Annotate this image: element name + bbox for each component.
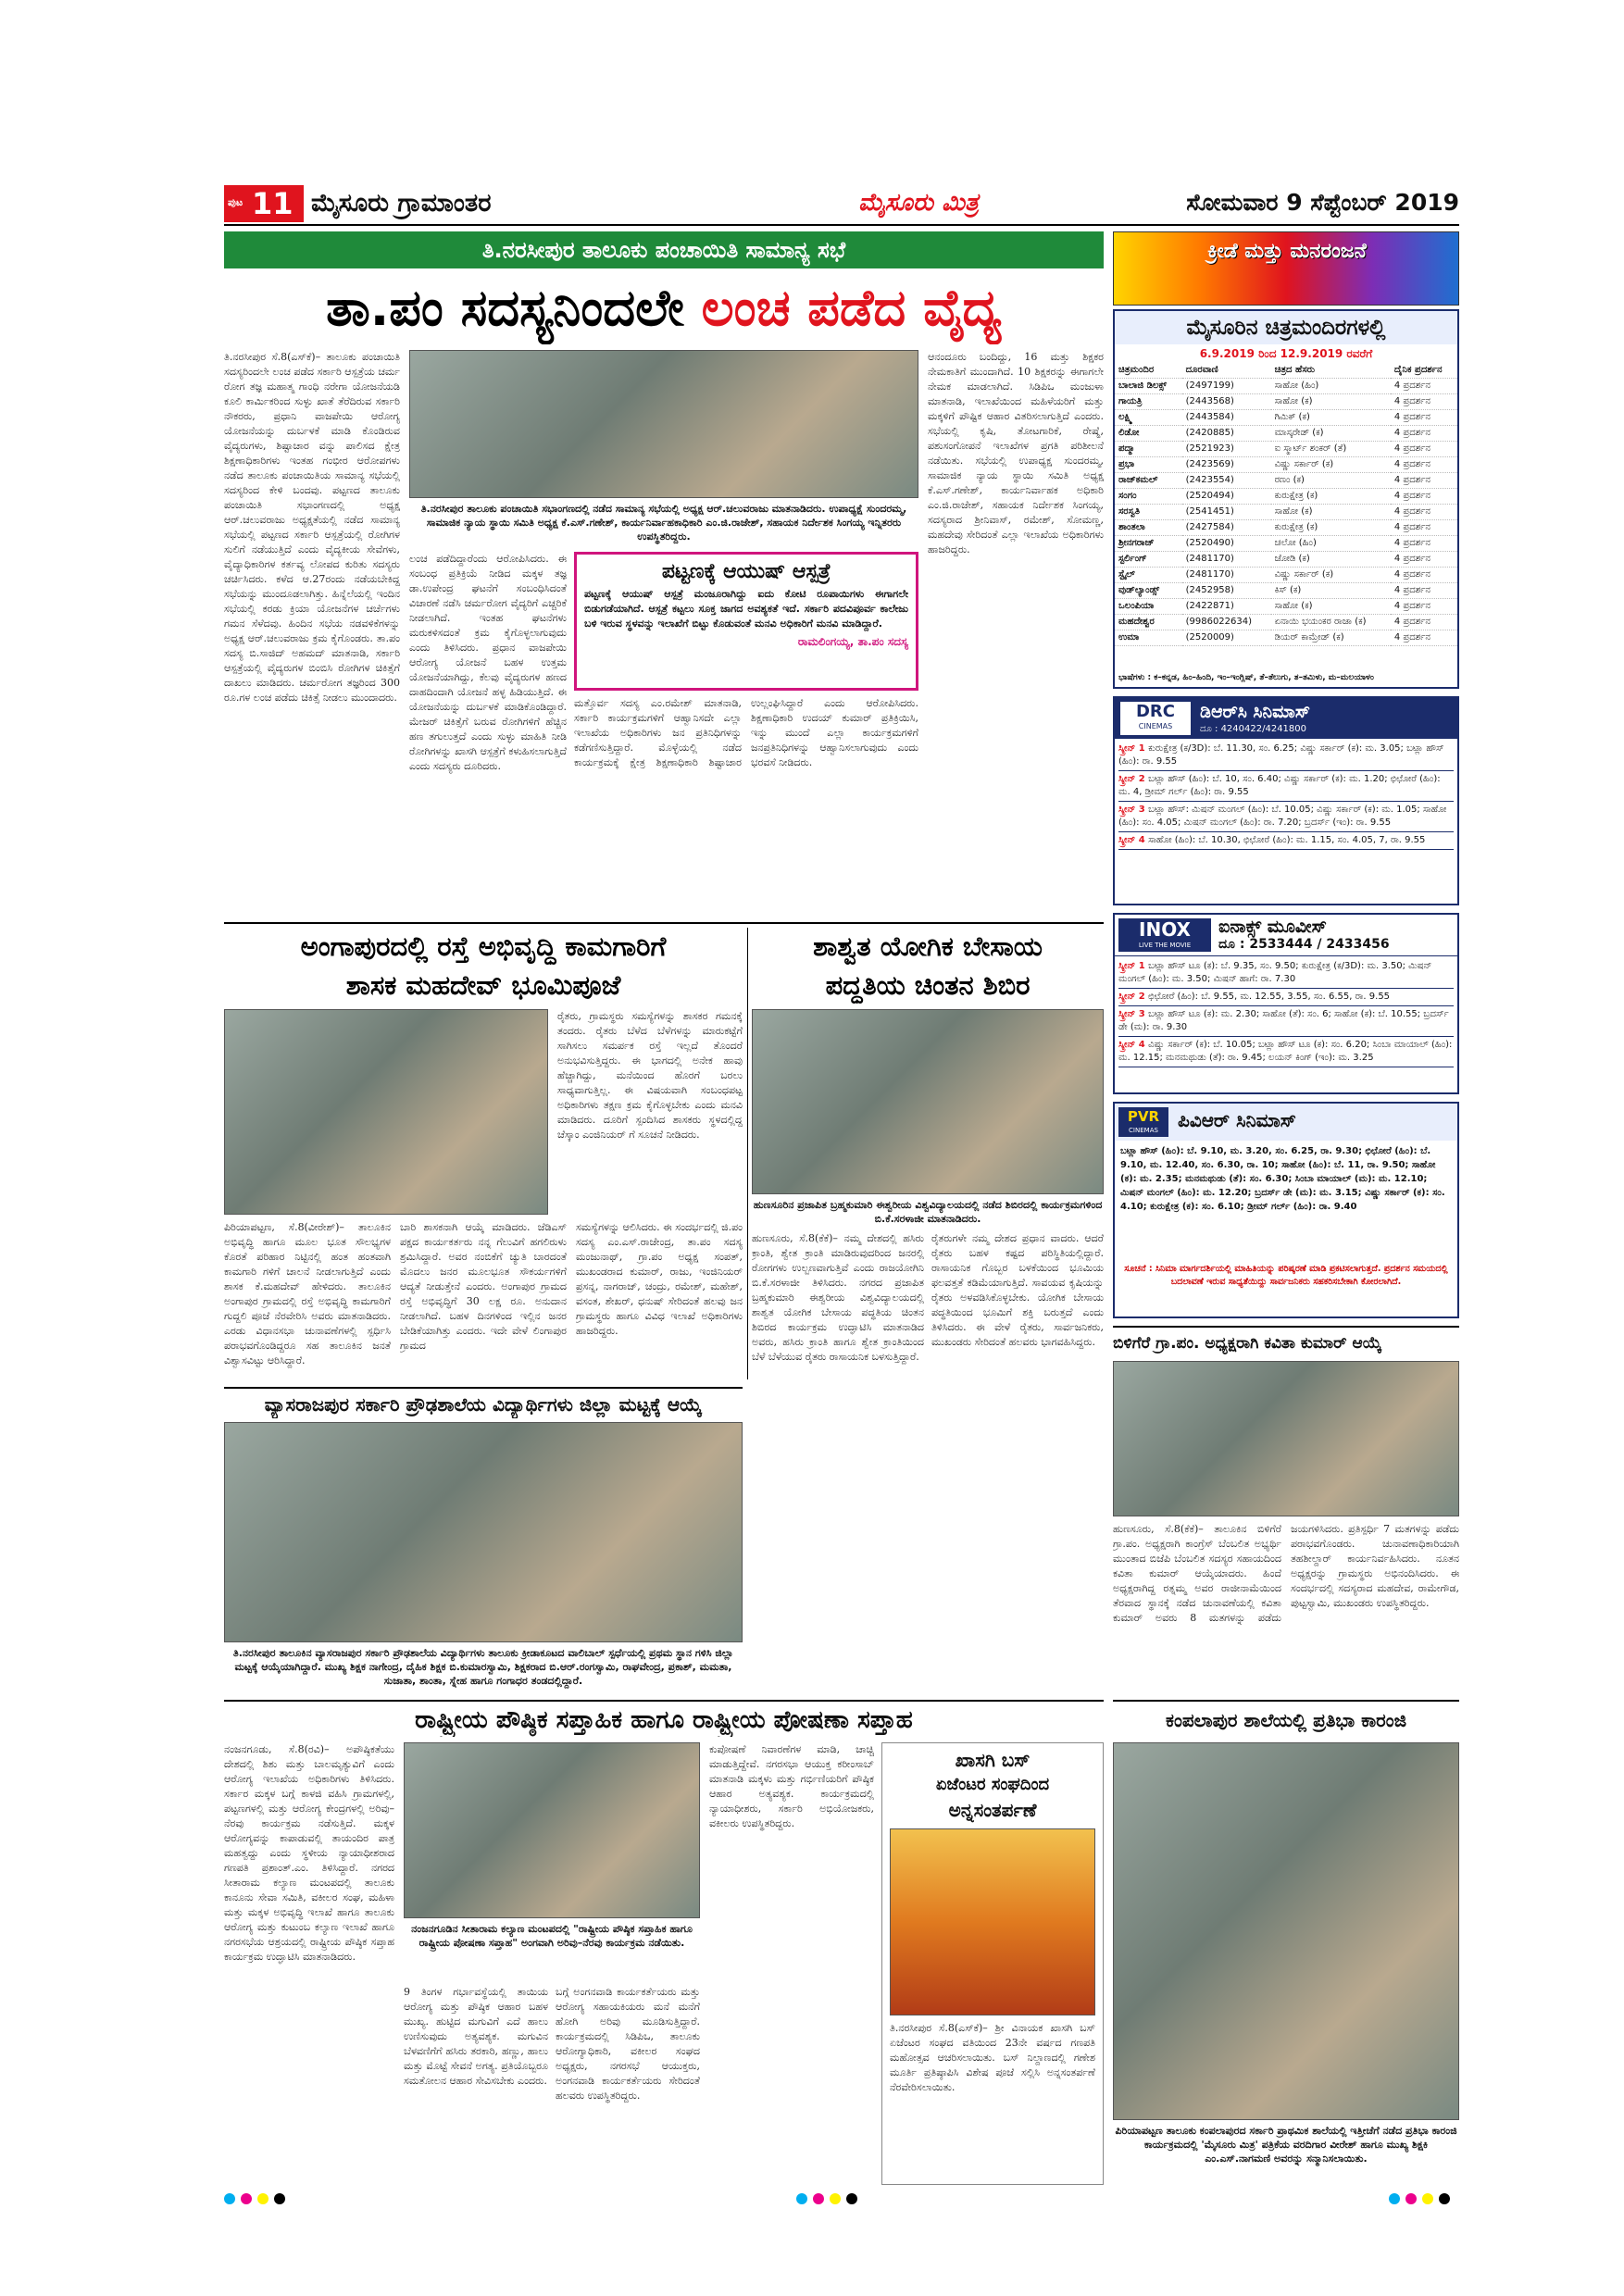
page-number-badge — [224, 185, 304, 222]
cinema-cell: ಸಾಹೋ (ಕ) — [1271, 505, 1391, 520]
screen-row — [1118, 1037, 1454, 1067]
registration-dot — [257, 2193, 269, 2204]
cinema-dates: 6.9.2019 ರಿಂದ 12.9.2019 ರವರೆಗೆ — [1199, 347, 1373, 360]
pvr-header — [1115, 1104, 1457, 1141]
cinema-cell: (2520494) — [1182, 489, 1271, 505]
yoga-photo — [752, 1009, 1104, 1194]
cinema-cell: 4 ಪ್ರದರ್ಶನ — [1391, 410, 1457, 426]
registration-dots-left — [224, 2190, 307, 2203]
inox-rows — [1115, 956, 1457, 1069]
inox-phone: ದೂ : 2533444 / 2433456 — [1218, 937, 1390, 952]
hs-photo-caption: ತಿ.ನರಸೀಪುರ ತಾಲೂಕಿನ ವ್ಯಾಸರಾಜಪುರ ಸರ್ಕಾರಿ ಪ್ರೌಢಶಾಲೆಯ ವಿದ್ಯಾರ್ಥಿಗಳು ತಾಲೂಕು ಕ್ರೀಡಾಕೂಟದ ವಾಲಿಬಾಲ್ ಸ್ಪರ್ಧೆಯಲ್ಲಿ ಪ್ರಥಮ ಸ್ಥಾನ ಗಳಿಸಿ ಜಿಲ್ಲಾ ಮಟ್ಟಕ್ಕೆ ಆಯ್ಕೆಯಾಗಿದ್ದಾರೆ. ಮುಖ್ಯ ಶಿಕ್ಷಕ ನಾಗೇಂದ್ರ, ದೈಹಿಕ ಶಿಕ್ಷಕ ಬಿ.ಕುಮಾರಸ್ವಾಮಿ, ಶಿಕ್ಷಕರಾದ ಬಿ.ಆರ್.ರಂಗಸ್ವಾಮಿ, ರಾಘವೇಂದ್ರ, ಪ್ರಕಾಶ್, ಮಮತಾ, ಸುಜಾತಾ, ಶಾಂತಾ, ಸ್ನೇಹ ಹಾಗೂ ಗಂಗಾಧರ ತಂಡದಲ್ಲಿದ್ದಾರೆ. — [232, 1647, 734, 1687]
kavitha-headline: ಬಿಳಿಗೆರೆ ಗ್ರಾ.ಪಂ. ಅಧ್ಯಕ್ಷರಾಗಿ ಕವಿತಾ ಕುಮಾರ್ ಆಯ್ಕೆ — [1113, 1326, 1459, 1357]
nutrition-body-col3: ಬಗ್ಗೆ ಅಂಗನವಾಡಿ ಕಾರ್ಯಕರ್ತೆಯರು ಮತ್ತು ಆರೋಗ್ಯ ಸಹಾಯಕಿಯರು ಮನೆ ಮನೆಗೆ ಹೋಗಿ ಅರಿವು ಮೂಡಿಸುತ್ತಿದ್ದಾರೆ. ಕಾರ್ಯಕ್ರಮದಲ್ಲಿ ಸಿಡಿಪಿಒ, ತಾಲೂಕು ಆರೋಗ್ಯಾಧಿಕಾರಿ, ವಕೀಲರ ಸಂಘದ ಅಧ್ಯಕ್ಷರು, ನಗರಸಭೆ ಆಯುಕ್ತರು, ಅಂಗನವಾಡಿ ಕಾರ್ಯಕರ್ತೆಯರು ಸೇರಿದಂತೆ ಹಲವರು ಉಪಸ್ಥಿತರಿದ್ದರು. — [556, 1986, 700, 2102]
cinema-table-header-cell: ದೈನಿಕ ಪ್ರದರ್ಶನ — [1391, 363, 1457, 379]
cinema-cell: 4 ಪ್ರದರ್ಶನ — [1391, 583, 1457, 599]
cinema-cell: ಶಾಂತಲಾ — [1115, 520, 1182, 536]
cinema-row — [1115, 615, 1457, 630]
cinema-cell: ವಿಷ್ಣು ಸರ್ಕಾರ್ (ಕ) — [1271, 457, 1391, 473]
road-photo — [224, 1009, 548, 1215]
screen-label: ಸ್ಕ್ರೀನ್ 2 — [1118, 774, 1149, 784]
registration-dots-right — [1389, 2190, 1472, 2203]
registration-dot — [813, 2193, 824, 2204]
cinema-row — [1115, 457, 1457, 473]
road-body-col1: ಪಿರಿಯಾಪಟ್ಟಣ, ಸೆ.8(ವೀರೇಶ್)– ತಾಲೂಕಿನ ಅಭಿವೃದ್ಧಿ ಹಾಗೂ ಮೂಲ ಭೂತ ಸೌಲಭ್ಯಗಳ ಕೊರತೆ ಪರಿಹಾರ ನಿಟ್ಟಿನಲ್ಲಿ ಹಂತ ಹಂತವಾಗಿ ಕಾಮಗಾರಿ ಗಳಿಗೆ ಚಾಲನೆ ನೀಡಲಾಗುತ್ತಿದೆ ಎಂದು ಶಾಸಕ ಕೆ.ಮಹದೇವ್ ಹೇಳಿದರು. ತಾಲೂಕಿನ ಅಂಗಾಪುರ ಗ್ರಾಮದಲ್ಲಿ ರಸ್ತೆ ಅಭಿವೃದ್ಧಿ ಕಾಮಗಾರಿಗೆ ಗುದ್ದಲಿ ಪೂಜೆ ನೆರವೇರಿಸಿ ಅವರು ಮಾತನಾಡಿದರು. ಎರಡು ವಿಧಾನಸಭಾ ಚುನಾವಣೆಗಳಲ್ಲಿ ಸ್ಪರ್ಧಿಸಿ ಪರಾಭವಗೊಂಡಿದ್ದರೂ ಸಹ ತಾಲೂಕಿನ ಜನತೆ ವಿಶ್ವಾಸವಿಟ್ಟು ಆರಿಸಿದ್ದಾರೆ. — [224, 1221, 391, 1366]
cinema-cell: (2497199) — [1182, 379, 1271, 394]
screen-showtimes: ಬಟ್ಲಾ ಹೌಸ್ ಟೂ (ಕ): ಮ. 2.30; ಸಾಹೋ (ತೆ): ಸಂ. 6; ಸಾಹೋ (ಕ): ಬೆ. 10.55; ಬ್ರದರ್ಸ್ ಡೇ (ಮ): ರಾ. 9.30 — [1118, 1009, 1449, 1032]
cinema-cell: ಒಲಂಪಿಯಾ — [1115, 599, 1182, 615]
cinema-cell: 4 ಪ್ರದರ್ಶನ — [1391, 442, 1457, 457]
cinema-cell: ಚಲೋ (ಹಿಂ) — [1271, 536, 1391, 552]
cinema-cell: 4 ಪ್ರದರ್ಶನ — [1391, 520, 1457, 536]
cinema-listings — [1113, 309, 1459, 689]
cinema-row — [1115, 442, 1457, 457]
cinema-cell: (2443568) — [1182, 394, 1271, 410]
cinema-cell: ಕುರುಕ್ಷೇತ್ರ (ಕ) — [1271, 520, 1391, 536]
cinema-cell: ಸಂಗಂ — [1115, 489, 1182, 505]
cinema-row — [1115, 410, 1457, 426]
screen-label: ಸ್ಕ್ರೀನ್ 1 — [1118, 961, 1149, 971]
hs-photo — [224, 1422, 743, 1642]
cinema-cell: (2520009) — [1182, 630, 1271, 646]
masthead — [224, 181, 1459, 226]
registration-dot — [241, 2193, 252, 2204]
pvr-title: ಪಿವಿಆರ್ ಸಿನಿಮಾಸ್ — [1178, 1109, 1296, 1131]
lead-photo-caption: ತಿ.ನರಸೀಪುರ ತಾಲೂಕು ಪಂಚಾಯಿತಿ ಸಭಾಂಗಣದಲ್ಲಿ ನಡೆದ ಸಾಮಾನ್ಯ ಸಭೆಯಲ್ಲಿ ಅಧ್ಯಕ್ಷ ಆರ್.ಚಲುವರಾಜು ಮಾತನಾಡಿದರು. ಉಪಾಧ್ಯಕ್ಷೆ ಸುಂದರಮ್ಮ, ಸಾಮಾಜಿಕ ನ್ಯಾಯ ಸ್ಥಾಯಿ ಸಮಿತಿ ಅಧ್ಯಕ್ಷ ಕೆ.ಎಸ್.ಗಣೇಶ್, ಕಾರ್ಯನಿರ್ವಾಹಕಾಧಿಕಾರಿ ಎಂ.ಜಿ.ರಾಜೇಶ್, ಸಹಾಯಕ ನಿರ್ದೇಶಕ ಸಿಂಗಯ್ಯ ಇನ್ನಿತರರು ಉಪಸ್ಥಿತರಿದ್ದರು. — [420, 503, 907, 543]
registration-dot — [1389, 2193, 1400, 2204]
cinema-cell: ಉಮಾ — [1115, 630, 1182, 646]
cinema-cell: (9986022634) — [1182, 615, 1271, 630]
cinema-row — [1115, 630, 1457, 646]
cinema-cell: ಡಿಯರ್ ಕಾಮ್ರೇಡ್ (ಕ) — [1271, 630, 1391, 646]
cinema-cell: ಗಾಯತ್ರಿ — [1115, 394, 1182, 410]
cinema-row — [1115, 599, 1457, 615]
yoga-body-col1: ಹುಣಸೂರು, ಸೆ.8(ಕೆಕೆ)– ನಮ್ಮ ದೇಶದಲ್ಲಿ ಹಸಿರು ಕ್ರಾಂತಿ, ಶ್ವೇತ ಕ್ರಾಂತಿ ಮಾಡಿರುವುದರಿಂದ ಜನರಲ್ಲಿ ರೋಗಗಳು ಉಲ್ಬಣವಾಗುತ್ತಿವೆ ಎಂದು ರಾಜಯೋಗಿನಿ ಬಿ.ಕೆ.ಸರಳಾಜೀ ತಿಳಿಸಿದರು. ನಗರದ ಪ್ರಜಾಪಿತ ಬ್ರಹ್ಮಕುಮಾರಿ ಈಶ್ವರೀಯ ವಿಶ್ವವಿದ್ಯಾಲಯದಲ್ಲಿ ಶಾಶ್ವತ ಯೋಗಿಕ ಬೇಸಾಯ ಪದ್ಧತಿಯ ಚಿಂತನ ಶಿಬಿರದ ಕಾರ್ಯಕ್ರಮ ಉದ್ಘಾಟಿಸಿ ಮಾತನಾಡಿದ ಅವರು, ಹಸಿರು ಕ್ರಾಂತಿ ಹಾಗೂ ಶ್ವೇತ ಕ್ರಾಂತಿಯಿಂದ ಬೆಳೆ ಬೆಳೆಯುವ ರೈತರು ರಾಸಾಯನಿಕ ಬಳಸುತ್ತಿದ್ದಾರೆ. — [752, 1232, 924, 1363]
screen-row — [1118, 741, 1454, 771]
lead-photo — [409, 350, 918, 498]
registration-dot — [830, 2193, 841, 2204]
lead-body-col1: ತಿ.ನರಸೀಪುರ ಸೆ.8(ಎಸ್‌ಕೆ)– ತಾಲೂಕು ಪಂಚಾಯಿತಿ ಸದಸ್ಯರಿಂದಲೇ ಲಂಚ ಪಡೆದ ಸರ್ಕಾರಿ ಆಸ್ಪತ್ರೆಯ ಚರ್ಮ ರೋಗ ತಜ್ಞ ಮಹಾತ್ಮ ಗಾಂಧಿ ನರೇಗಾ ಯೋಜನೆಯಡಿ ಕೂಲಿ ಕಾರ್ಮಿಕರಿಂದ ಸುಳ್ಳು ಖಾತೆ ತೆರೆದಿರುವ ಸರ್ಕಾರಿ ನೌಕರರು, ಪ್ರಧಾನಿ ವಾಜಪೇಯಿ ಆರೋಗ್ಯ ಯೋಜನೆಯನ್ನು ದುರ್ಬಳಕೆ ಮಾಡಿ ಕೊಂಡಿರುವ ವೈದ್ಯರುಗಳು, ಶಿಷ್ಟಾಚಾರ ವನ್ನು ಪಾಲಿಸದ ಕ್ಷೇತ್ರ ಶಿಕ್ಷಣಾಧಿಕಾರಿಗಳು ಇಂತಹ ಗಂಭೀರ ಆರೋಪಗಳು ನಡೆದ ತಾಲೂಕು ಪಂಚಾಯಿತಿಯ ಸಾಮಾನ್ಯ ಸಭೆಯಲ್ಲಿ ಸದಸ್ಯರಿಂದ ಕೇಳಿ ಬಂದವು. ಪಟ್ಟಣದ ತಾಲೂಕು ಪಂಚಾಯಿತಿ ಸಭಾಂಗಣದಲ್ಲಿ ಅಧ್ಯಕ್ಷ ಆರ್.ಚಲುವರಾಜು ಅಧ್ಯಕ್ಷತೆಯಲ್ಲಿ ನಡೆದ ಸಾಮಾನ್ಯ ಸಭೆಯಲ್ಲಿ ಪಟ್ಟಣದ ಸರ್ಕಾರಿ ಆಸ್ಪತ್ರೆಯಲ್ಲಿ ರೋಗಿಗಳ ಸುಲಿಗೆ ನಡೆಯುತ್ತಿದೆ ಎಂದು ವೈದ್ಯಕೀಯ ಸೇವೆಗಳು, ವೈದ್ಯಾಧಿಕಾರಿಗಳ ಕರ್ತವ್ಯ ಲೋಪದ ಕುರಿತು ಸದಸ್ಯರು ಚರ್ಚಿಸಿದರು. ಕಳೆದ ಆ.27ರಂದು ನಡೆಯಬೇಕಿದ್ದ ಸಭೆಯನ್ನು ಮುಂದೂಡಲಾಗಿತ್ತು. ಹಿನ್ನೆಲೆಯಲ್ಲಿ ಇಂದಿನ ಸಭೆಯಲ್ಲಿ ಕರಡು ಕ್ರಿಯಾ ಯೋಜನೆಗಳ ಚರ್ಚೆಗಳು ಗಮನ ಸೆಳೆದವು. ಹಿಂದಿನ ಸಭೆಯ ನಡವಳಿಕೆಗಳನ್ನು ಅಧ್ಯಕ್ಷ ಆರ್.ಚಲುವರಾಜು ಕ್ರಮ ಕೈಗೊಂಡರು. ತಾ.ಪಂ ಸದಸ್ಯ ಬಿ.ಸಾಜಿದ್ ಅಹಮದ್ ಮಾತನಾಡಿ, ಸರ್ಕಾರಿ ಆಸ್ಪತ್ರೆಯಲ್ಲಿ ವೈದ್ಯರುಗಳ ಬಿಂಬಿಸಿ ರೋಗಿಗಳ ಚಿಕಿತ್ಸೆಗೆ ದಾಖಲು ಮಾಡಿದರು. ಚರ್ಮರೋಗ ತಜ್ಞರಿಂದ 300 ರೂ.ಗಳ ಲಂಚ ಪಡೆದು ಚಿಕಿತ್ಸೆ ನೀಡಲು ಮುಂದಾದರು. — [224, 351, 400, 704]
screen-showtimes: ಬಟ್ಲಾ ಹೌಸ್: ಮಿಷನ್ ಮಂಗಲ್ (ಹಿಂ): ಬೆ. 10.05; ವಿಷ್ಣು ಸರ್ಕಾರ್ (ಕ): ಮ. 1.05; ಸಾಹೋ (ಹಿಂ): ಸಂ. 4.05; ಮಿಷನ್ ಮಂಗಲ್ (ಹಿಂ): ರಾ. 7.20; ಬ್ರದರ್ಸ್ (ಇಂ): ರಾ. 9.55 — [1118, 805, 1447, 828]
pvr-showtimes: ಬಟ್ಲಾ ಹೌಸ್ (ಹಿಂ): ಬೆ. 9.10, ಮ. 3.20, ಸಂ. 6.25, ರಾ. 9.30; ಛಿಛೋರೆ (ಹಿಂ): ಬೆ. 9.10, ಮ. 12.40, ಸಂ. 6.30, ರಾ. 10; ಸಾಹೋ (ಹಿಂ): ಬೆ. 11, ರಾ. 9.50; ಸಾಹೋ (ಕ): ಮ. 2.35; ಮನಮಥುಡು (ತೆ): ಸಂ. 6.30; ಸಿಂಬಾ ಮಾಯಾಲ್ (ಮ): ಮ. 12.10; ಮಿಷನ್ ಮಂಗಲ್ (ಹಿಂ): ಮ. 12.20; ಬ್ರದರ್ಸ್ ಡೇ (ಮ): ಮ. 3.15; ವಿಷ್ಣು ಸರ್ಕಾರ್ (ಕ): ಸಂ. 4.10; ಕುರುಕ್ಷೇತ್ರ (ಕ): ಸಂ. 6.10; ಡ್ರೀಮ್ ಗರ್ಲ್ (ಹಿಂ): ರಾ. 9.40 — [1120, 1146, 1445, 1212]
cinema-cell: ರಣಂ (ಕ) — [1271, 473, 1391, 489]
screen-label: ಸ್ಕ್ರೀನ್ 4 — [1118, 835, 1149, 845]
screen-showtimes: ಸಾಹೋ (ಹಿಂ): ಬೆ. 10.30, ಛಿಛೋರೆ (ಹಿಂ): ಮ. 1.15, ಸಂ. 4.05, 7, ರಾ. 9.55 — [1148, 835, 1426, 845]
screen-label: ಸ್ಕ್ರೀನ್ 1 — [1118, 743, 1149, 754]
cinema-cell: ಗಿಮಿಕ್ (ಕ) — [1271, 410, 1391, 426]
kavitha-photo — [1113, 1361, 1459, 1516]
inox-header — [1115, 915, 1457, 956]
drc-title: ಡಿಆರ್‌ಸಿ ಸಿನಿಮಾಸ್ — [1200, 702, 1311, 722]
cinema-cell: ಸಾಹೋ (ಹಿಂ) — [1271, 379, 1391, 394]
cinema-cell: 4 ಪ್ರದರ್ಶನ — [1391, 615, 1457, 630]
nutrition-body-col1: ನಂಜನಗೂಡು, ಸೆ.8(ರವಿ)– ಅಪೌಷ್ಠಿಕತೆಯು ದೇಶದಲ್ಲಿ ಶಿಶು ಮತ್ತು ಬಾಲಮೃತ್ಯುವಿಗೆ ಎಂದು ಆರೋಗ್ಯ ಇಲಾಖೆಯ ಅಧಿಕಾರಿಗಳು ತಿಳಿಸಿದರು. ಸರ್ಕಾರ ಮಕ್ಕಳ ಬಗ್ಗೆ ಕಾಳಜಿ ವಹಿಸಿ ಗ್ರಾಮಗಳಲ್ಲಿ, ಪಟ್ಟಣಗಳಲ್ಲಿ ಮತ್ತು ಆರೋಗ್ಯ ಕೇಂದ್ರಗಳಲ್ಲಿ ಅರಿವು–ನೆರವು ಕಾರ್ಯಕ್ರಮ ನಡೆಸುತ್ತಿದೆ. ಮಕ್ಕಳ ಆರೋಗ್ಯವನ್ನು ಕಾಪಾಡುವಲ್ಲಿ ತಾಯಂದಿರ ಪಾತ್ರ ಮಹತ್ವದ್ದು ಎಂದು ಸ್ಥಳೀಯ ನ್ಯಾಯಾಧೀಶರಾದ ಗಣಪತಿ ಪ್ರಶಾಂತ್.ಎಂ. ತಿಳಿಸಿದ್ದಾರೆ. ನಗರದ ಸೀತಾರಾಮ ಕಲ್ಯಾಣ ಮಂಟಪದಲ್ಲಿ ತಾಲೂಕು ಕಾನೂನು ಸೇವಾ ಸಮಿತಿ, ವಕೀಲರ ಸಂಘ, ಮಹಿಳಾ ಮತ್ತು ಮಕ್ಕಳ ಅಭಿವೃದ್ಧಿ ಇಲಾಖೆ ಹಾಗೂ ತಾಲೂಕು ಆರೋಗ್ಯ ಮತ್ತು ಕುಟುಂಬ ಕಲ್ಯಾಣ ಇಲಾಖೆ ಹಾಗೂ ನಗರಸಭೆಯ ಆಶ್ರಯದಲ್ಲಿ ರಾಷ್ಟ್ರೀಯ ಪೌಷ್ಠಿಕ ಸಪ್ತಾಹ ಕಾರ್ಯಕ್ರಮ ಉದ್ಘಾಟಿಸಿ ಮಾತನಾಡಿದರು. — [224, 1743, 394, 1963]
cinema-cell: ವುಡ್‌ಲ್ಯಾಂಡ್ಸ್ — [1115, 583, 1182, 599]
road-headline-line2: ಶಾಸಕ ಮಹದೇವ್ ಭೂಮಿಪೂಜೆ — [345, 969, 621, 1001]
cinema-cell: (2427584) — [1182, 520, 1271, 536]
registration-dot — [1439, 2193, 1450, 2204]
ganesha-photo — [890, 1828, 1095, 2015]
cinema-cell: 4 ಪ್ರದರ್ಶನ — [1391, 426, 1457, 442]
cinema-row — [1115, 583, 1457, 599]
screen-showtimes: ಬಟ್ಲಾ ಹೌಸ್ (ಹಿಂ): ಬೆ. 10, ಸಂ. 6.40; ವಿಷ್ಣು ಸರ್ಕಾರ್ (ಕ): ಮ. 1.20; ಛಿಛೋರೆ (ಹಿಂ): ಮ. 4, ಡ್ರೀಮ್ ಗರ್ಲ್ (ಹಿಂ): ರಾ. 9.55 — [1118, 774, 1441, 797]
registration-dot — [846, 2193, 857, 2204]
cinema-cell: 4 ಪ್ರದರ್ಶನ — [1391, 505, 1457, 520]
cinema-cell: (2423554) — [1182, 473, 1271, 489]
drc-listing — [1113, 696, 1459, 905]
cinema-row — [1115, 552, 1457, 568]
cinema-cell: (2481170) — [1182, 568, 1271, 583]
sports-entertainment-banner — [1113, 231, 1459, 306]
yoga-photo-caption: ಹುಣಸೂರಿನ ಪ್ರಜಾಪಿತ ಬ್ರಹ್ಮಕುಮಾರಿ ಈಶ್ವರೀಯ ವಿಶ್ವವಿದ್ಯಾಲಯದಲ್ಲಿ ನಡೆದ ಶಿಬಿರದಲ್ಲಿ ಕಾರ್ಯಕ್ರಮಗಳಿಂದ ಬಿ.ಕೆ.ಸರಳಾಜೀ ಮಾತನಾಡಿದರು. — [753, 1199, 1103, 1225]
pvr-logo — [1118, 1107, 1168, 1137]
screen-label: ಸ್ಕ್ರೀನ್ 3 — [1118, 805, 1149, 815]
nutrition-photo-caption: ನಂಜನಗೂಡಿನ ಸೀತಾರಾಮ ಕಲ್ಯಾಣ ಮಂಟಪದಲ್ಲಿ "ರಾಷ್ಟ್ರೀಯ ಪೌಷ್ಠಿಕ ಸಪ್ತಾಹಿಕ ಹಾಗೂ ರಾಷ್ಟ್ರೀಯ ಪೋಷಣಾ ಸಪ್ತಾಹ" ಅಂಗವಾಗಿ ಅರಿವು–ನೆರವು ಕಾರ್ಯಕ್ರಮ ನಡೆಯಿತು. — [411, 1923, 693, 1949]
registration-dots-center — [796, 2190, 880, 2203]
nutrition-body-col4: ಕುಪೋಷಣೆ ನಿವಾರಣೆಗಳ ಮಾಡಿ, ಚಾಚ್ಚಿ ಮಾಡುತ್ತಿದ್ದೇವೆ. ನಗರಸಭಾ ಆಯುಕ್ತ ಕರೀಂಸಾಬ್ ಮಾತನಾಡಿ ಮಕ್ಕಳು ಮತ್ತು ಗರ್ಭಿಣಿಯರಿಗೆ ಪೌಷ್ಠಿಕ ಆಹಾರ ಅತ್ಯವಶ್ಯಕ. ಕಾರ್ಯಕ್ರಮದಲ್ಲಿ ನ್ಯಾಯಾಧೀಶರು, ಸರ್ಕಾರಿ ಅಭಿಯೋಜಕರು, ವಕೀಲರು ಉಪಸ್ಥಿತರಿದ್ದರು. — [709, 1743, 874, 1829]
issue-date: ಸೋಮವಾರ 9 ಸೆಪ್ಟೆಂಬರ್ 2019 — [1186, 189, 1459, 216]
page-label: ಪುಟ — [228, 196, 244, 208]
drc-logo-sub: CINEMAS — [1138, 722, 1173, 730]
screen-row — [1118, 802, 1454, 832]
cinema-cell: ರಾಜ್‌ಕಮಲ್ — [1115, 473, 1182, 489]
cinema-cell: ಸ್ಟೈಲ್ — [1115, 568, 1182, 583]
ayush-box-text: ಪಟ್ಟಣಕ್ಕೆ ಆಯುಷ್ ಆಸ್ಪತ್ರೆ ಮಂಜೂರಾಗಿದ್ದು ಐದು ಕೋಟಿ ರೂಪಾಯಿಗಳು ಈಗಾಗಲೇ ಬಿಡುಗಡೆಯಾಗಿದೆ. ಆಸ್ಪತ್ರೆ ಕಟ್ಟಲು ಸೂಕ್ತ ಜಾಗದ ಅವಶ್ಯಕತೆ ಇದೆ. ಸರ್ಕಾರಿ ಪದವಿಪೂರ್ವ ಕಾಲೇಜು ಬಳಿ ಇರುವ ಸ್ಥಳವನ್ನು ಇಲಾಖೆಗೆ ಬಿಟ್ಟು ಕೊಡುವಂತೆ ಮನವಿ ಅಧಿಕಾರಿಗೆ ಮನವಿ ಮಾಡಿದ್ದಾರೆ. — [584, 588, 908, 630]
pratibha-headline: ಕಂಪಲಾಪುರ ಶಾಲೆಯಲ್ಲಿ ಪ್ರತಿಭಾ ಕಾರಂಜಿ — [1113, 1700, 1459, 1737]
cinema-row — [1115, 426, 1457, 442]
ganesha-headline-2: ಏಜೆಂಟರ ಸಂಘದಿಂದ — [935, 1775, 1050, 1794]
inox-logo-sub: LIVE THE MOVIE — [1138, 942, 1192, 949]
cinema-cell: ಸ್ಟರ್ಲಿಂಗ್ — [1115, 552, 1182, 568]
banner-title: ಕ್ರೀಡೆ ಮತ್ತು ಮನರಂಜನೆ — [1207, 240, 1367, 263]
cinema-table-header-cell: ಚಿತ್ರಮಂದಿರ — [1115, 363, 1182, 379]
screen-showtimes: ಕುರುಕ್ಷೇತ್ರ (ಕ/3D): ಬೆ. 11.30, ಸಂ. 6.25; ವಿಷ್ಣು ಸರ್ಕಾರ್ (ಕ): ಮ. 3.05; ಬಟ್ಲಾ ಹೌಸ್ (ಹಿಂ): ರಾ. 9.55 — [1118, 743, 1444, 767]
nutrition-headline: ರಾಷ್ಟ್ರೀಯ ಪೌಷ್ಠಿಕ ಸಪ್ತಾಹಿಕ ಹಾಗೂ ರಾಷ್ಟ್ರೀಯ ಪೋಷಣಾ ಸಪ್ತಾಹ — [224, 1700, 1104, 1737]
cinema-language-note: ಭಾಷೆಗಳು : ಕ–ಕನ್ನಡ, ಹಿಂ–ಹಿಂದಿ, ಇಂ–ಇಂಗ್ಲಿಷ್, ತೆ–ತೆಲುಗು, ತ–ತಮಿಳು, ಮ–ಮಲಯಾಳಂ — [1118, 673, 1374, 682]
cinema-cell: 4 ಪ್ರದರ್ಶನ — [1391, 489, 1457, 505]
cinema-cell: (2423569) — [1182, 457, 1271, 473]
cinema-cell: (2520490) — [1182, 536, 1271, 552]
cinema-cell: 4 ಪ್ರದರ್ಶನ — [1391, 599, 1457, 615]
pratibha-photo-caption: ಪಿರಿಯಾಪಟ್ಟಣ ತಾಲೂಕು ಕಂಪಲಾಪುರದ ಸರ್ಕಾರಿ ಪ್ರಾಥಮಿಕ ಶಾಲೆಯಲ್ಲಿ ಇತ್ತೀಚೆಗೆ ನಡೆದ ಪ್ರತಿಭಾ ಕಾರಂಜಿ ಕಾರ್ಯಕ್ರಮದಲ್ಲಿ 'ಮೈಸೂರು ಮಿತ್ರ' ಪತ್ರಿಕೆಯ ವರದಿಗಾರ ವೀರೇಶ್ ಹಾಗೂ ಮುಖ್ಯ ಶಿಕ್ಷಕಿ ಎಂ.ಎಸ್.ನಾಗಮಣಿ ಅವರನ್ನು ಸನ್ಮಾನಿಸಲಾಯಿತು. — [1115, 2125, 1457, 2165]
cinema-cell: 4 ಪ್ರದರ್ಶನ — [1391, 630, 1457, 646]
inox-listing — [1113, 913, 1459, 1094]
cinema-row — [1115, 394, 1457, 410]
cinema-cell: (2541451) — [1182, 505, 1271, 520]
drc-phone: ದೂ : 4240422/4241800 — [1200, 724, 1307, 734]
registration-dot — [274, 2193, 285, 2204]
cinema-cell: ಲಿಡೋ — [1115, 426, 1182, 442]
lead-kicker: ತಿ.ನರಸೀಪುರ ತಾಲೂಕು ಪಂಚಾಯಿತಿ ಸಾಮಾನ್ಯ ಸಭೆ — [224, 231, 1104, 268]
lead-body-col2: ಲಂಚ ಪಡೆದಿದ್ದಾರೆಂದು ಆರೋಪಿಸಿದರು. ಈ ಸಂಬಂಧ ಪ್ರತಿಕ್ರಿಯೆ ನೀಡಿದ ಮಕ್ಕಳ ತಜ್ಞ ಡಾ.ಉಪೇಂದ್ರ ಘಟನೆಗೆ ಸಂಬಂಧಿಸಿದಂತೆ ವಿಚಾರಣೆ ನಡೆಸಿ ಚರ್ಮರೋಗ ವೈದ್ಯರಿಗೆ ಎಚ್ಚರಿಕೆ ನೀಡಲಾಗಿದೆ. ಇಂತಹ ಘಟನೆಗಳು ಮರುಕಳಿಸದಂತೆ ಕ್ರಮ ಕೈಗೊಳ್ಳಲಾಗುವುದು ಎಂದು ತಿಳಿಸಿದರು. ಪ್ರಧಾನ ವಾಜಪೇಯಿ ಆರೋಗ್ಯ ಯೋಜನೆ ಬಹಳ ಉತ್ತಮ ಯೋಜನೆಯಾಗಿದ್ದು, ಕೆಲವು ವೈದ್ಯರುಗಳ ಹಣದ ದಾಹದಿಂದಾಗಿ ಯೋಜನೆ ಹಳ್ಳ ಹಿಡಿಯುತ್ತಿದೆ. ಈ ಯೋಜನೆಯನ್ನು ದುರ್ಬಳಕೆ ಮಾಡಿಕೊಂಡಿದ್ದಾರೆ. ಮೇಜರ್ ಚಿಕಿತ್ಸೆಗೆ ಬರುವ ರೋಗಿಗಳಿಗೆ ಹೆಚ್ಚಿನ ಹಣ ತಗುಲುತ್ತದೆ ಎಂದು ಸುಳ್ಳು ಮಾಹಿತಿ ನೀಡಿ ರೋಗಿಗಳನ್ನು ಖಾಸಗಿ ಆಸ್ಪತ್ರೆಗೆ ಕಳುಹಿಸಲಾಗುತ್ತಿದೆ ಎಂದು ಸದಸ್ಯರು ದೂರಿದರು. — [409, 553, 567, 772]
screen-row — [1118, 989, 1454, 1006]
road-body-col3: ಸಮಸ್ಯೆಗಳನ್ನು ಆಲಿಸಿದರು. ಈ ಸಂದರ್ಭದಲ್ಲಿ ಜಿ.ಪಂ ಸದಸ್ಯ ಎಂ.ಎಸ್.ರಾಜೇಂದ್ರ, ತಾ.ಪಂ ಸದಸ್ಯ ಮಂಜುನಾಥ್, ಗ್ರಾ.ಪಂ ಅಧ್ಯಕ್ಷ ಸಂಪತ್, ಮುಖಂಡರಾದ ಕುಮಾರ್, ರಾಜು, ಇಂಜಿನಿಯರ್ ಪ್ರಸನ್ನ, ನಾಗರಾಜ್, ಚಂದ್ರು, ರಮೇಶ್, ಮಹೇಶ್, ವಸಂತ, ಶೇಖರ್, ಧನುಷ್ ಸೇರಿದಂತೆ ಹಲವು ಜನ ಗ್ರಾಮಸ್ಥರು ಹಾಗೂ ವಿವಿಧ ಇಲಾಖೆ ಅಧಿಕಾರಿಗಳು ಹಾಜರಿದ್ದರು. — [576, 1221, 743, 1337]
cinema-row — [1115, 379, 1457, 394]
cinema-table — [1115, 363, 1457, 646]
cinema-cell: ಸಾಹೋ (ಕ) — [1271, 599, 1391, 615]
kavitha-body: ಹುಣಸೂರು, ಸೆ.8(ಕೆಕೆ)– ತಾಲೂಕಿನ ಬಿಳಿಗೆರೆ ಗ್ರಾ.ಪಂ. ಅಧ್ಯಕ್ಷರಾಗಿ ಕಾಂಗ್ರೆಸ್ ಬೆಂಬಲಿತ ಅಭ್ಯರ್ಥಿ ಮುಂತಾದ ಬಿಜೆಪಿ ಬೆಂಬಲಿತ ಸದಸ್ಯರ ಸಹಾಯದಿಂದ ಕವಿತಾ ಕುಮಾರ್ ಆಯ್ಕೆಯಾದರು. ಹಿಂದೆ ಅಧ್ಯಕ್ಷರಾಗಿದ್ದ ರತ್ನಮ್ಮ ಅವರ ರಾಜೀನಾಮೆಯಿಂದ ತೆರವಾದ ಸ್ಥಾನಕ್ಕೆ ನಡೆದ ಚುನಾವಣೆಯಲ್ಲಿ ಕವಿತಾ ಕುಮಾರ್ ಅವರು 8 ಮತಗಳನ್ನು ಪಡೆದು ಜಯಗಳಿಸಿದರು. ಪ್ರತಿಸ್ಪರ್ಧಿ 7 ಮತಗಳನ್ನು ಪಡೆದು ಪರಾಭವಗೊಂಡರು. ಚುನಾವಣಾಧಿಕಾರಿಯಾಗಿ ತಹಶೀಲ್ದಾರ್ ಕಾರ್ಯನಿರ್ವಹಿಸಿದರು. ನೂತನ ಅಧ್ಯಕ್ಷರನ್ನು ಗ್ರಾಮಸ್ಥರು ಅಭಿನಂದಿಸಿದರು. ಈ ಸಂದರ್ಭದಲ್ಲಿ ಸದಸ್ಯರಾದ ಮಹದೇವ, ರಾಮೇಗೌಡ, ಪುಟ್ಟಸ್ವಾಮಿ, ಮುಖಂಡರು ಉಪಸ್ಥಿತರಿದ್ದರು. — [1113, 1523, 1459, 1624]
nutrition-body-col2: 9 ತಿಂಗಳ ಗರ್ಭಾವಸ್ಥೆಯಲ್ಲಿ ತಾಯಿಯ ಆರೋಗ್ಯ ಮತ್ತು ಪೌಷ್ಠಿಕ ಆಹಾರ ಬಹಳ ಮುಖ್ಯ. ಹುಟ್ಟಿದ ಮಗುವಿಗೆ ಎದೆ ಹಾಲು ಉಣಿಸುವುದು ಅತ್ಯವಶ್ಯಕ. ಮಗುವಿನ ಬೆಳವಣಿಗೆಗೆ ಹಸಿರು ತರಕಾರಿ, ಹಣ್ಣು, ಹಾಲು ಮತ್ತು ಮೊಟ್ಟೆ ಸೇವನೆ ಅಗತ್ಯ. ಪ್ರತಿಯೊಬ್ಬರೂ ಸಮತೋಲನ ಆಹಾರ ಸೇವಿಸಬೇಕು ಎಂದರು. — [404, 1986, 548, 2087]
nutrition-photo — [404, 1742, 700, 1918]
ayush-box — [574, 552, 918, 691]
cinema-row — [1115, 489, 1457, 505]
screen-showtimes: ಛಿಛೋರೆ (ಹಿಂ): ಬೆ. 9.55, ಮ. 12.55, 3.55, ಸಂ. 6.55, ರಾ. 9.55 — [1148, 992, 1391, 1002]
ganesha-headline-1: ಖಾಸಗಿ ಬಸ್ — [955, 1749, 1031, 1771]
cinema-cell: 4 ಪ್ರದರ್ಶನ — [1391, 568, 1457, 583]
screen-label: ಸ್ಕ್ರೀನ್ 3 — [1118, 1009, 1149, 1019]
registration-dot — [1405, 2193, 1417, 2204]
cinema-cell: (2481170) — [1182, 552, 1271, 568]
cinema-table-header-cell: ಚಿತ್ರದ ಹೆಸರು — [1271, 363, 1391, 379]
cinema-cell: ಏನಾಯಿ ಭಯಂಕರ ರಾಜಾ (ಕ) — [1271, 615, 1391, 630]
inox-title: ಐನಾಕ್ಸ್ ಮೂವೀಸ್ — [1218, 917, 1327, 937]
pvr-logo-text: PVR — [1127, 1108, 1160, 1125]
page-number: 11 — [252, 186, 294, 221]
cinema-cell: 4 ಪ್ರದರ್ಶನ — [1391, 473, 1457, 489]
screen-row — [1118, 958, 1454, 989]
road-body-col2: ಬಾರಿ ಶಾಸಕನಾಗಿ ಆಯ್ಕೆ ಮಾಡಿದರು. ಜೆಡಿಎಸ್ ಪಕ್ಷದ ಕಾರ್ಯಕರ್ತರು ನನ್ನ ಗೆಲುವಿಗೆ ಹಗಲಿರುಳು ಶ್ರಮಿಸಿದ್ದಾರೆ. ಅವರ ನಂಬಿಕೆಗೆ ಚ್ಯುತಿ ಬಾರದಂತೆ ಮೊದಲು ಜನರ ಮೂಲಭೂತ ಸೌಕರ್ಯಗಳಿಗೆ ಆದ್ಯತೆ ನೀಡುತ್ತೇನೆ ಎಂದರು. ಅಂಗಾಪುರ ಗ್ರಾಮದ ರಸ್ತೆ ಅಭಿವೃದ್ಧಿಗೆ 30 ಲಕ್ಷ ರೂ. ಅನುದಾನ ನೀಡಲಾಗಿದೆ. ಬಹಳ ದಿನಗಳಿಂದ ಇಲ್ಲಿನ ಜನರ ಬೇಡಿಕೆಯಾಗಿತ್ತು ಎಂದರು. ಇದೇ ವೇಳೆ ಲಿಂಗಾಪುರ ಗ್ರಾಮದ — [400, 1221, 567, 1352]
pvr-note: ಸೂಚನೆ : ಸಿನಿಮಾ ಮಾರ್ಗದರ್ಶಿಯಲ್ಲಿ ಮಾಹಿತಿಯನ್ನು ಪರಿಷ್ಕರಣೆ ಮಾಡಿ ಪ್ರಕಟಿಸಲಾಗುತ್ತದೆ. ಪ್ರದರ್ಶನ ಸಮಯದಲ್ಲಿ ಬದಲಾವಣೆ ಇರುವ ಸಾಧ್ಯತೆಯಿದ್ದು ಸಾರ್ವಜನಿಕರು ಸಹಕರಿಸಬೇಕಾಗಿ ಕೋರಲಾಗಿದೆ. — [1124, 1264, 1448, 1287]
yoga-headline-line1: ಶಾಶ್ವತ ಯೋಗಿಕ ಬೇಸಾಯ — [813, 930, 1043, 962]
lead-headline — [224, 272, 1104, 344]
cinema-cell: ವಿಷ್ಣು ಸರ್ಕಾರ್ (ಕ) — [1271, 568, 1391, 583]
cinema-cell: ಶ್ರೀನಗರಾಜ್ — [1115, 536, 1182, 552]
registration-dot — [796, 2193, 807, 2204]
cinema-cell: ಪದ್ಮಾ — [1115, 442, 1182, 457]
drc-logo — [1120, 702, 1191, 735]
drc-header — [1115, 698, 1457, 739]
ganesha-headline-3: ಅನ್ನಸಂತರ್ಪಣೆ — [948, 1799, 1037, 1821]
screen-row — [1118, 832, 1454, 850]
cinema-cell: ಲಕ್ಷ್ಮಿ — [1115, 410, 1182, 426]
screen-row — [1118, 1006, 1454, 1037]
cinema-row — [1115, 520, 1457, 536]
cinema-cell: ಐ ಸ್ಮಾರ್ಟ್ ಶಂಕರ್ (ತೆ) — [1271, 442, 1391, 457]
screen-row — [1118, 771, 1454, 802]
yoga-headline-line2: ಪದ್ಧತಿಯ ಚಿಂತನ ಶಿಬಿರ — [825, 969, 1031, 1001]
cinema-cell: ಜೋಡಿ (ಕ) — [1271, 552, 1391, 568]
cinema-table-header — [1115, 363, 1457, 379]
yoga-body-col2: ರೈತರುಗಳೇ ನಮ್ಮ ದೇಶದ ಪ್ರಧಾನ ವಾದರು. ಆದರೆ ರೈತರು ಬಹಳ ಕಷ್ಟದ ಪರಿಸ್ಥಿತಿಯಲ್ಲಿದ್ದಾರೆ. ರಾಸಾಯನಿಕ ಗೊಬ್ಬರ ಬಳಕೆಯಿಂದ ಭೂಮಿಯ ಫಲವತ್ತತೆ ಕಡಿಮೆಯಾಗುತ್ತಿದೆ. ಸಾವಯವ ಕೃಷಿಯನ್ನು ರೈತರು ಅಳವಡಿಸಿಕೊಳ್ಳಬೇಕು. ಯೋಗಿಕ ಬೇಸಾಯ ಪದ್ಧತಿಯಿಂದ ಭೂಮಿಗೆ ಶಕ್ತಿ ಬರುತ್ತದೆ ಎಂದು ತಿಳಿಸಿದರು. ಈ ವೇಳೆ ರೈತರು, ಸಾರ್ವಜನಿಕರು, ಮುಖಂಡರು ಸೇರಿದಂತೆ ಹಲವರು ಭಾಗವಹಿಸಿದ್ದರು. — [931, 1232, 1104, 1348]
lead-bottom-rule — [224, 922, 1104, 924]
lead-headline-red: ಲಂಚ ಪಡೆದ ವೈದ್ಯ — [701, 279, 1002, 337]
cinema-cell: (2420885) — [1182, 426, 1271, 442]
cinema-cell: 4 ಪ್ರದರ್ಶನ — [1391, 379, 1457, 394]
ayush-box-byline: ರಾಮಲಿಂಗಯ್ಯ, ತಾ.ಪಂ ಸದಸ್ಯ — [797, 635, 908, 648]
drc-rows — [1115, 739, 1457, 852]
paper-name: ಮೈಸೂರು ಮಿತ್ರ — [858, 189, 979, 217]
registration-dot — [224, 2193, 235, 2204]
pvr-logo-sub: CINEMAS — [1129, 1127, 1158, 1134]
cinema-cell: (2452958) — [1182, 583, 1271, 599]
cinema-row — [1115, 505, 1457, 520]
hs-headline: ವ್ಯಾಸರಾಜಪುರ ಸರ್ಕಾರಿ ಪ್ರೌಢಶಾಲೆಯ ವಿದ್ಯಾರ್ಥಿಗಳು ಜಿಲ್ಲಾ ಮಟ್ಟಕ್ಕೆ ಆಯ್ಕೆ — [224, 1387, 743, 1418]
cinema-title: ಮೈಸೂರಿನ ಚಿತ್ರಮಂದಿರಗಳಲ್ಲಿ — [1115, 311, 1457, 344]
ganesha-box — [881, 1742, 1104, 2185]
cinema-cell: 4 ಪ್ರದರ್ಶನ — [1391, 457, 1457, 473]
pvr-listing — [1113, 1102, 1459, 1318]
lead-body-col3: ಮತ್ತೊರ್ವ ಸದಸ್ಯ ಎಂ.ರಮೇಶ್ ಮಾತನಾಡಿ, ಸರ್ಕಾರಿ ಕಾರ್ಯಕ್ರಮಗಳಿಗೆ ಆಹ್ವಾನಿಸದೇ ಎಲ್ಲಾ ಇಲಾಖೆಯ ಅಧಿಕಾರಿಗಳು ಜನ ಪ್ರತಿನಿಧಿಗಳನ್ನು ಕಡೆಗಣಿಸುತ್ತಿದ್ದಾರೆ. ಮೊಳ್ಳೆಯಲ್ಲಿ ನಡೆದ ಕಾರ್ಯಕ್ರಮಕ್ಕೆ ಕ್ಷೇತ್ರ ಶಿಕ್ಷಣಾಧಿಕಾರಿ ಶಿಷ್ಟಾಚಾರ ಉಲ್ಲಂಘಿಸಿದ್ದಾರೆ ಎಂದು ಆರೋಪಿಸಿದರು. ಶಿಕ್ಷಣಾಧಿಕಾರಿ ಉದಯ್ ಕುಮಾರ್ ಪ್ರತಿಕ್ರಿಯಿಸಿ, ಇನ್ನು ಮುಂದೆ ಎಲ್ಲಾ ಕಾರ್ಯಕ್ರಮಗಳಿಗೆ ಜನಪ್ರತಿನಿಧಿಗಳನ್ನು ಆಹ್ವಾನಿಸಲಾಗುವುದು ಎಂದು ಭರವಸೆ ನೀಡಿದರು. — [574, 697, 918, 768]
inox-logo-text: INOX — [1139, 918, 1191, 941]
registration-dot — [1422, 2193, 1433, 2204]
cinema-cell: (2521923) — [1182, 442, 1271, 457]
screen-showtimes: ವಿಷ್ಣು ಸರ್ಕಾರ್ (ಕ): ಬೆ. 10.05; ಬಟ್ಲಾ ಹೌಸ್ ಟೂ (ಕ): ಸಂ. 6.20; ಸಿಂಬಾ ಮಾಯಾಲ್ (ಹಿಂ): ಮ. 12.15; ಮನಮಥುಡು (ತೆ): ರಾ. 9.45; ಲಯನ್ ಕಿಂಗ್ (ಇಂ): ಮ. 3.25 — [1118, 1040, 1453, 1063]
road-headline-line1: ಅಂಗಾಪುರದಲ್ಲಿ ರಸ್ತೆ ಅಭಿವೃದ್ಧಿ ಕಾಮಗಾರಿಗೆ — [300, 930, 667, 962]
cinema-cell: ಬಾಲಾಜಿ ಡಿಲಕ್ಸ್ — [1115, 379, 1182, 394]
cinema-cell: 4 ಪ್ರದರ್ಶನ — [1391, 394, 1457, 410]
cinema-row — [1115, 568, 1457, 583]
screen-showtimes: ಬಟ್ಲಾ ಹೌಸ್ ಟೂ (ಕ): ಬೆ. 9.35, ಸಂ. 9.50; ಕುರುಕ್ಷೇತ್ರ (ಕ/3D): ಮ. 3.50; ಮಿಷನ್ ಮಂಗಲ್ (ಹಿಂ): ಮ. 3.50; ಮಿಷನ್ ಹಾಗೆ: ರಾ. 7.30 — [1118, 961, 1432, 984]
lead-body-col4: ಆನಂದೂರು ಬಂದಿದ್ದು, 16 ಮತ್ತು ಶಿಕ್ಷಕರ ನೇಮಕಾತಿಗೆ ಮುಂದಾಗಿದೆ. 10 ಶಿಕ್ಷಕರನ್ನು ಈಗಾಗಲೇ ನೇಮಕ ಮಾಡಲಾಗಿದೆ. ಸಿಡಿಪಿಒ ಮಂಜುಳಾ ಮಾತನಾಡಿ, ಇಲಾಖೆಯಿಂದ ಮಹಿಳೆಯರಿಗೆ ಮತ್ತು ಮಕ್ಕಳಿಗೆ ಪೌಷ್ಟಿಕ ಆಹಾರ ವಿತರಿಸಲಾಗುತ್ತಿದೆ ಎಂದರು. ಸಭೆಯಲ್ಲಿ ಕೃಷಿ, ತೋಟಗಾರಿಕೆ, ರೇಷ್ಮೆ, ಪಶುಸಂಗೋಪನೆ ಇಲಾಖೆಗಳ ಪ್ರಗತಿ ಪರಿಶೀಲನೆ ನಡೆಯಿತು. ಸಭೆಯಲ್ಲಿ ಉಪಾಧ್ಯಕ್ಷ ಸುಂದರಮ್ಮ, ಸಾಮಾಜಿಕ ನ್ಯಾಯ ಸ್ಥಾಯಿ ಸಮಿತಿ ಅಧ್ಯಕ್ಷ ಕೆ.ಎಸ್.ಗಣೇಶ್, ಕಾರ್ಯನಿರ್ವಾಹಕ ಅಧಿಕಾರಿ ಎಂ.ಜಿ.ರಾಜೇಶ್, ಸಹಾಯಕ ನಿರ್ದೇಶಕ ಸಿಂಗಯ್ಯ, ಸದಸ್ಯರಾದ ಶ್ರೀನಿವಾಸ್, ರಮೇಶ್, ಸೋಮಣ್ಣ, ಮಹದೇವು ಸೇರಿದಂತೆ ಎಲ್ಲಾ ಇಲಾಖೆಯ ಅಧಿಕಾರಿಗಳು ಹಾಜರಿದ್ದರು. — [928, 351, 1104, 555]
drc-logo-text: DRC — [1135, 702, 1175, 721]
cinema-cell: ಸಾಹೋ (ಕ) — [1271, 394, 1391, 410]
cinema-cell: ಸರಸ್ವತಿ — [1115, 505, 1182, 520]
cinema-cell: ಕಿಸ್ (ಕ) — [1271, 583, 1391, 599]
pratibha-photo — [1113, 1742, 1459, 2120]
ganesha-body: ತಿ.ನರಸೀಪುರ ಸೆ.8(ಎಸ್‌ಕೆ)– ಶ್ರೀ ವಿನಾಯಕ ಖಾಸಗಿ ಬಸ್ ಏಜೆಂಟರ ಸಂಘದ ವತಿಯಿಂದ 23ನೇ ವರ್ಷದ ಗಣಪತಿ ಮಹೋತ್ಸವ ಆಚರಿಸಲಾಯಿತು. ಬಸ್ ನಿಲ್ದಾಣದಲ್ಲಿ ಗಣೇಶ ಮೂರ್ತಿ ಪ್ರತಿಷ್ಠಾಪಿಸಿ ವಿಶೇಷ ಪೂಜೆ ಸಲ್ಲಿಸಿ ಅನ್ನಸಂತರ್ಪಣೆ ನೆರವೇರಿಸಲಾಯಿತು. — [890, 2022, 1095, 2093]
ayush-box-title: ಪಟ್ಟಣಕ್ಕೆ ಆಯುಷ್ ಆಸ್ಪತ್ರೆ — [661, 560, 831, 583]
cinema-cell: ಮಾಸ್ಕರೇಡ್ (ಕ) — [1271, 426, 1391, 442]
cinema-cell: ಮಹದೇಶ್ವರ — [1115, 615, 1182, 630]
cinema-row — [1115, 473, 1457, 489]
inox-logo — [1118, 918, 1211, 952]
screen-label: ಸ್ಕ್ರೀನ್ 2 — [1118, 992, 1149, 1002]
screen-label: ಸ್ಕ್ರೀನ್ 4 — [1118, 1040, 1149, 1050]
road-yoga-divider — [747, 928, 748, 1379]
cinema-cell: (2422871) — [1182, 599, 1271, 615]
cinema-table-header-cell: ದೂರವಾಣಿ — [1182, 363, 1271, 379]
cinema-cell: ಕುರುಕ್ಷೇತ್ರ (ಕ) — [1271, 489, 1391, 505]
cinema-cell: 4 ಪ್ರದರ್ಶನ — [1391, 552, 1457, 568]
cinema-cell: (2443584) — [1182, 410, 1271, 426]
cinema-cell: ಪ್ರಭಾ — [1115, 457, 1182, 473]
lead-headline-black: ತಾ.ಪಂ ಸದಸ್ಯನಿಂದಲೇ — [326, 279, 684, 337]
road-top-text: ರೈತರು, ಗ್ರಾಮಸ್ಥರು ಸಮಸ್ಯೆಗಳನ್ನು ಶಾಸಕರ ಗಮನಕ್ಕೆ ತಂದರು. ರೈತರು ಬೆಳೆದ ಬೆಳೆಗಳನ್ನು ಮಾರುಕಟ್ಟೆಗೆ ಸಾಗಿಸಲು ಸಮರ್ಪಕ ರಸ್ತೆ ಇಲ್ಲದೆ ತೊಂದರೆ ಅನುಭವಿಸುತ್ತಿದ್ದರು. ಈ ಭಾಗದಲ್ಲಿ ಅನೇಕ ಹಾವು ಹೆಚ್ಚಾಗಿದ್ದು, ಮನೆಯಿಂದ ಹೊರಗೆ ಬರಲು ಸಾಧ್ಯವಾಗುತ್ತಿಲ್ಲ. ಈ ವಿಷಯವಾಗಿ ಸಂಬಂಧಪಟ್ಟ ಅಧಿಕಾರಿಗಳು ತಕ್ಷಣ ಕ್ರಮ ಕೈಗೊಳ್ಳಬೇಕು ಎಂದು ಮನವಿ ಮಾಡಿದರು. ದೂರಿಗೆ ಸ್ಪಂದಿಸಿದ ಶಾಸಕರು ಸ್ಥಳದಲ್ಲಿದ್ದ ಚೆಸ್ಕಾಂ ಎಂಜಿನಿಯರ್ ಗೆ ಸೂಚನೆ ನೀಡಿದರು. — [557, 1010, 743, 1141]
cinema-row — [1115, 536, 1457, 552]
cinema-cell: 4 ಪ್ರದರ್ಶನ — [1391, 536, 1457, 552]
section-name: ಮೈಸೂರು ಗ್ರಾಮಾಂತರ — [311, 189, 492, 218]
